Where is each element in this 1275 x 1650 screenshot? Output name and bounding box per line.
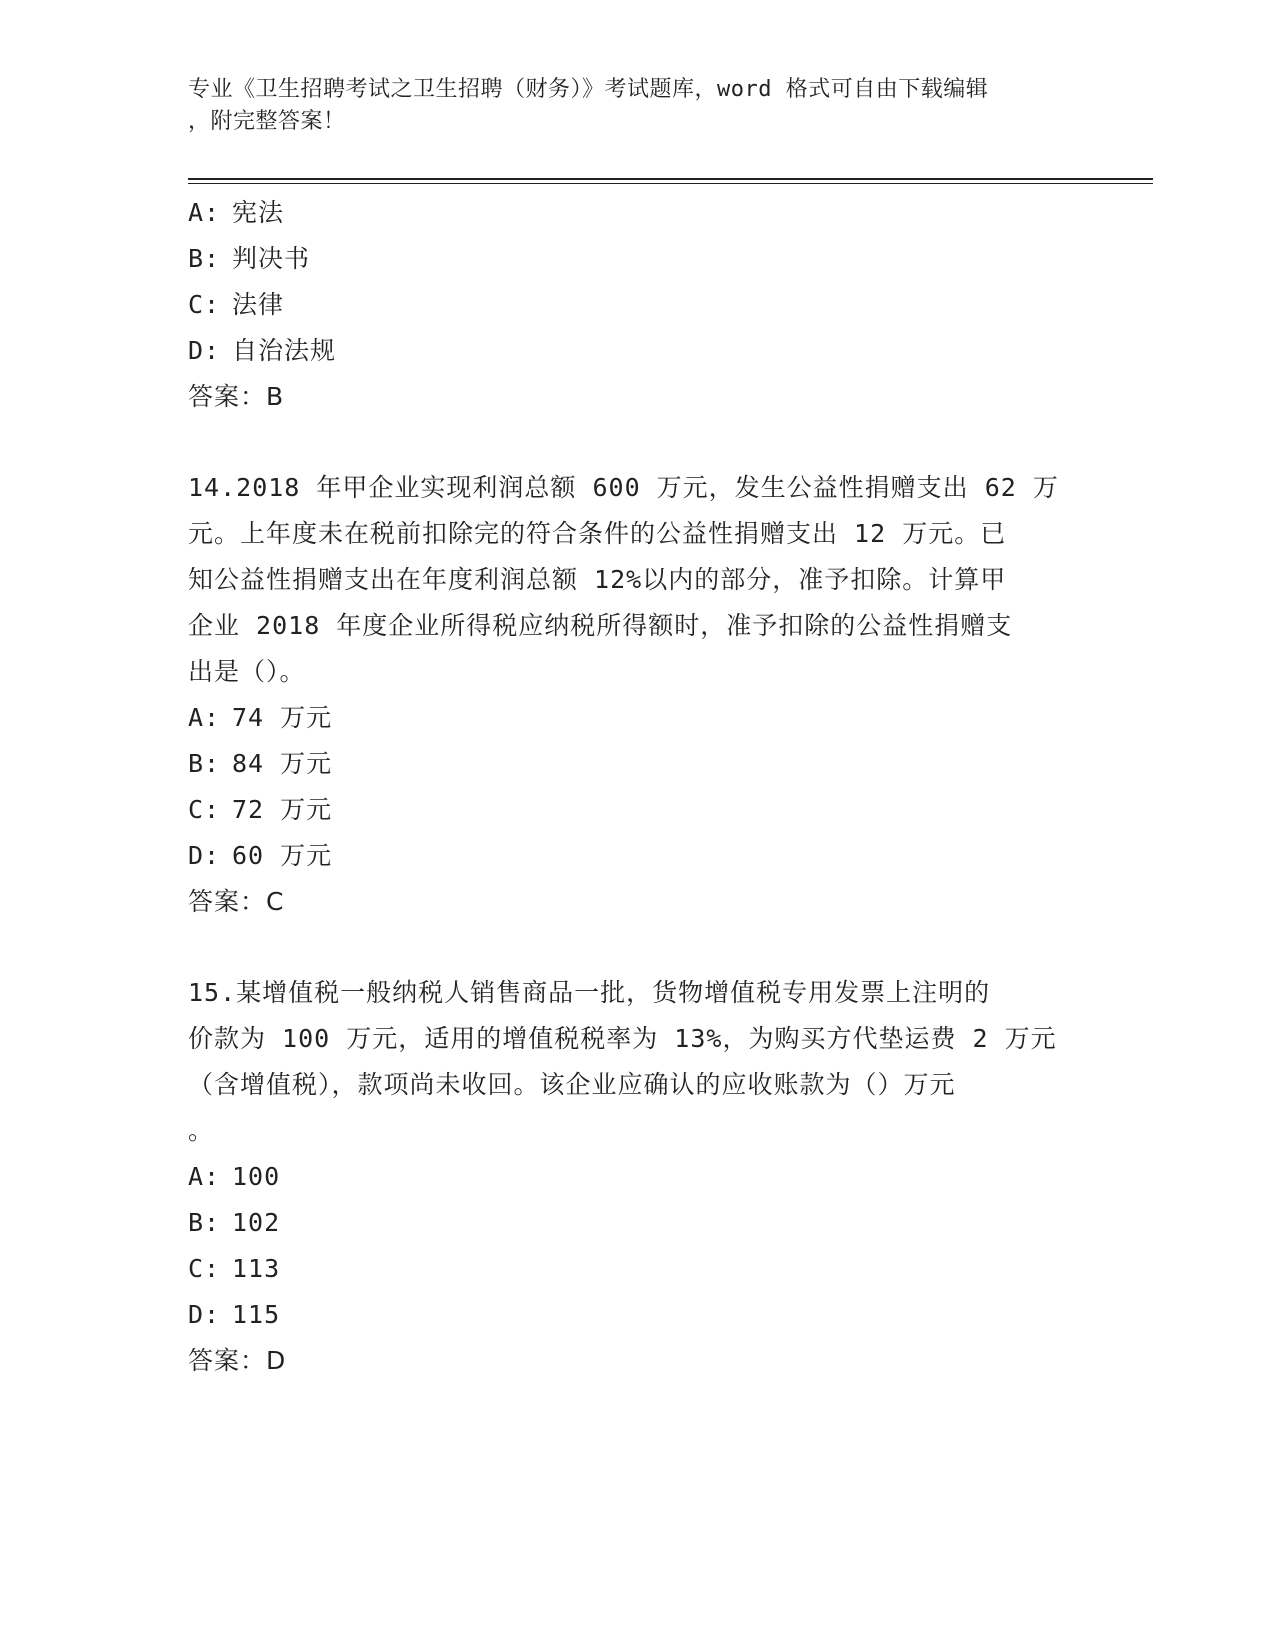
header-line-2: ，附完整答案！ xyxy=(188,109,346,134)
question-15 xyxy=(188,970,1088,1384)
answer-line: 答案：D xyxy=(188,1346,287,1375)
question-text-line: 出是（）。 xyxy=(188,657,306,686)
option-d xyxy=(188,833,1088,879)
option-text: 60 万元 xyxy=(232,841,333,870)
option-text: 自治法规 xyxy=(232,336,337,365)
option-text: 84 万元 xyxy=(232,749,333,778)
option-b xyxy=(188,236,1088,282)
option-c xyxy=(188,787,1088,833)
question-text-line: 价款为 100 万元，适用的增值税税率为 13%，为购买方代垫运费 2 万元 xyxy=(188,1024,1057,1053)
option-letter: D: xyxy=(188,1300,221,1329)
option-b xyxy=(188,1200,1088,1246)
question-13-options xyxy=(188,190,1088,420)
option-letter: C: xyxy=(188,795,221,824)
question-14 xyxy=(188,465,1088,925)
option-c xyxy=(188,282,1088,328)
question-list xyxy=(188,190,1088,1384)
question-text-line: 知公益性捐赠支出在年度利润总额 12%以内的部分，准予扣除。计算甲 xyxy=(188,565,1007,594)
header-line-1: 专业《卫生招聘考试之卫生招聘（财务）》考试题库，word 格式可自由下载编辑 xyxy=(188,77,989,102)
option-text: 113 xyxy=(232,1254,281,1283)
answer-line: 答案：B xyxy=(188,382,285,411)
question-text-line: 。 xyxy=(188,1116,215,1145)
header-divider-thin xyxy=(188,183,1153,184)
option-d xyxy=(188,328,1088,374)
option-text: 115 xyxy=(232,1300,281,1329)
option-text: 102 xyxy=(232,1208,281,1237)
option-letter: C: xyxy=(188,1254,221,1283)
option-a xyxy=(188,695,1088,741)
question-text-line: 14.2018 年甲企业实现利润总额 600 万元，发生公益性捐赠支出 62 万 xyxy=(188,473,1059,502)
option-letter: A: xyxy=(188,1162,221,1191)
question-text-line: （含增值税），款项尚未收回。该企业应确认的应收账款为（）万元 xyxy=(188,1070,956,1099)
option-letter: B: xyxy=(188,1208,221,1237)
question-text-line: 元。上年度未在税前扣除完的符合条件的公益性捐赠支出 12 万元。已 xyxy=(188,519,1007,548)
question-text-line: 15.某增值税一般纳税人销售商品一批，货物增值税专用发票上注明的 xyxy=(188,978,991,1007)
question-text-line: 企业 2018 年度企业所得税应纳税所得额时，准予扣除的公益性捐赠支 xyxy=(188,611,1013,640)
option-text: 法律 xyxy=(232,290,285,319)
spacer xyxy=(188,420,1088,465)
option-b xyxy=(188,741,1088,787)
option-letter: D: xyxy=(188,336,221,365)
option-letter: A: xyxy=(188,703,221,732)
header-divider-thick xyxy=(188,178,1153,180)
option-letter: B: xyxy=(188,749,221,778)
option-text: 宪法 xyxy=(232,198,285,227)
option-text: 72 万元 xyxy=(232,795,333,824)
option-d xyxy=(188,1292,1088,1338)
option-letter: D: xyxy=(188,841,221,870)
answer-line: 答案：C xyxy=(188,887,285,916)
option-letter: C: xyxy=(188,290,221,319)
option-letter: A: xyxy=(188,198,221,227)
option-text: 100 xyxy=(232,1162,281,1191)
option-letter: B: xyxy=(188,244,221,273)
spacer xyxy=(188,925,1088,970)
option-text: 74 万元 xyxy=(232,703,333,732)
document-header xyxy=(188,74,1088,138)
option-a xyxy=(188,190,1088,236)
option-c xyxy=(188,1246,1088,1292)
option-text: 判决书 xyxy=(232,244,311,273)
option-a xyxy=(188,1154,1088,1200)
